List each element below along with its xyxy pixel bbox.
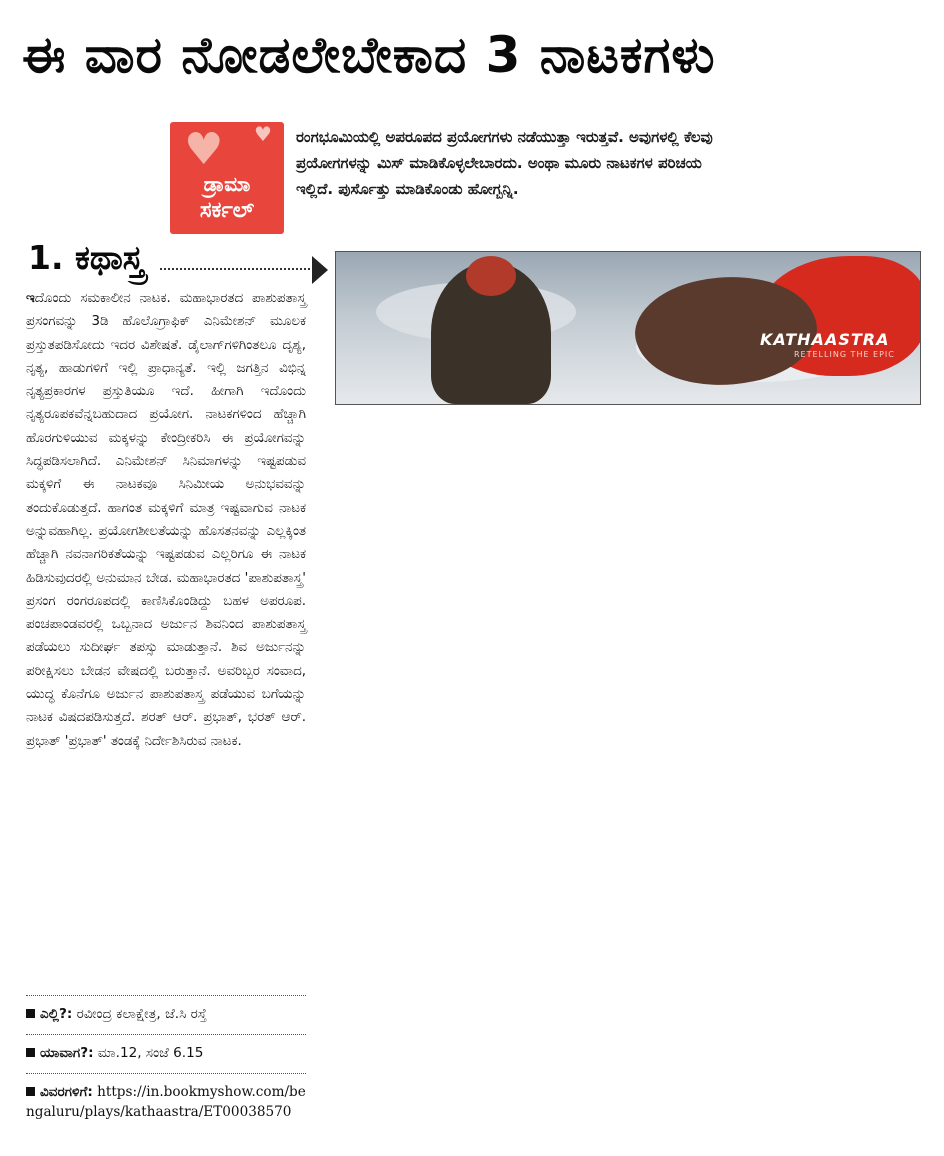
body-text: ದೊಂದು ಸಮಕಾಲೀನ ನಾಟಕ. ಮಹಾಭಾರತದ ಪಾಶುಪತಾಸ್ತ್ರ ಪ್ರಸಂಗವನ್ನು 3ಡಿ ಹೊಲೊಗ್ರಾಫಿಕ್ ಎನಿಮೇಶನ್ ಮೂಲಕ ಪ್ರಸ್ತುತಪಡಿಸೋದು ಇದರ ವಿಶೇಷತೆ. ಡೈಲಾಗ್‌ಗಳಿಗಿಂತಲೂ ದೃಶ್ಯ, ನೃತ್ಯ, ಹಾಡುಗಳಿಗೆ ಇಲ್ಲಿ ಪ್ರಾಧಾನ್ಯತೆ. ಇಲ್ಲಿ ಜಗತ್ತಿನ ವಿಭಿನ್ನ ನೃತ್ಯಪ್ರಕಾರಗಳ ಪ್ರಸ್ತುತಿಯೂ ಇದೆ. ಹೀಗಾಗಿ ಇದೊಂದು ನೃತ್ಯರೂಪಕವೆನ್ನಬಹುದಾದ ಪ್ರಯೋಗ. ನಾಟಕಗಳಿಂದ ಹೆಚ್ಚಾಗಿ ಹೊರಗುಳಿಯುವ ಮಕ್ಕಳನ್ನು ಕೇಂದ್ರೀಕರಿಸಿ ಈ ಪ್ರಯೋಗವನ್ನು ಸಿದ್ಧಪಡಿಸಲಾಗಿದೆ. ಎನಿಮೇಶನ್ ಸಿನಿಮಾಗಳನ್ನು ಇಷ್ಟಪಡುವ ಮಕ್ಕಳಿಗೆ ಈ ನಾಟಕವೂ ಸಿನಿಮೀಯ ಅನುಭವವನ್ನು ತಂದುಕೊಡುತ್ತದೆ. ಹಾಗಂತ ಮಕ್ಕಳಿಗೆ ಮಾತ್ರ ಇಷ್ಟವಾಗುವ ನಾಟಕ ಅನ್ನುವಹಾಗಿಲ್ಲ. ಪ್ರಯೋಗಶೀಲತೆಯನ್ನು ಹೊಸತನವನ್ನು ಎಲ್ಲಕ್ಕಿಂತ ಹೆಚ್ಚಾಗಿ ನವನಾಗರಿಕತೆಯನ್ನು ಇಷ್ಟಪಡುವ ಎಲ್ಲರಿಗೂ ಈ ನಾಟಕ ಹಿಡಿಸುವುದರಲ್ಲಿ ಅನುಮಾನ ಬೇಡ. ಮಹಾಭಾರತದ 'ಪಾಶುಪತಾಸ್ತ್ರ' ಪ್ರಸಂಗ ರಂಗರೂಪದಲ್ಲಿ ಕಾಣಿಸಿಕೊಂಡಿದ್ದು ಬಹಳ ಅಪರೂಪ. ಪಂಚಪಾಂಡವರಲ್ಲಿ ಒಬ್ಬನಾದ ಅರ್ಜುನ ಶಿವನಿಂದ ಪಾಶುಪತಾಸ್ತ್ರ ಪಡೆಯಲು ಸುದೀರ್ಘ ತಪಸ್ಸು ಮಾಡುತ್ತಾನೆ. ಶಿವ ಅರ್ಜುನನ್ನು ಪರೀಕ್ಷಿಸಲು ಬೇಡನ ವೇಷದಲ್ಲಿ ಬರುತ್ತಾನೆ. ಅವರಿಬ್ಬರ ಸಂವಾದ, ಯುದ್ಧ ಕೊನೆಗೂ ಅರ್ಜುನ ಪಾಶುಪತಾಸ್ತ್ರ ಪಡೆಯುವ ಬಗೆಯನ್ನು ನಾಟಕ ವಿಷದಪಡಿಸುತ್ತದೆ. ಶರತ್ ಆರ್. ಪ್ರಭಾತ್, ಭರತ್ ಆರ್. ಪ್ರಭಾತ್ 'ಪ್ರಭಾತ್' ತಂಡಕ್ಕೆ ನಿರ್ದೇಶಿಸಿರುವ ನಾಟಕ. [26,291,306,749]
section-title [28,238,328,278]
dotted-leader [160,268,310,270]
info-when [26,1043,306,1063]
divider [26,1073,306,1074]
body-first-letter: ಇ [26,291,35,306]
article-body [26,287,306,753]
heart-icon-small: ♥ [254,122,272,146]
info-when-label: ಯಾವಾಗ?: [40,1045,94,1061]
bullet-square-icon [26,1087,35,1096]
logo-text-line1: ಡ್ರಾಮಾ [203,172,251,196]
photo-title-text: KATHAASTRA [760,330,890,349]
headline: ಈ ವಾರ ನೋಡಲೇಬೇಕಾದ 3 ನಾಟಕಗಳು [22,26,716,84]
info-where [26,1004,306,1024]
section-title-text: 1. ಕಥಾಸ್ತ್ರ [28,238,145,277]
info-where-value: ರವೀಂದ್ರ ಕಲಾಕ್ಷೇತ್ರ, ಜೆ.ಸಿ ರಸ್ತೆ [76,1006,207,1022]
info-details [26,1082,306,1122]
bullet-square-icon [26,1048,35,1057]
info-details-link[interactable]: https://in.bookmyshow.com/bengaluru/plays/kathaastra/ET00038570 [26,1084,306,1120]
drama-circle-logo [170,122,284,234]
info-where-label: ಎಲ್ಲಿ?: [40,1006,73,1022]
play-photo [335,251,921,405]
divider [26,1034,306,1035]
info-details-label: ವಿವರಗಳಿಗೆ: [40,1084,93,1100]
bullet-square-icon [26,1009,35,1018]
photo-subtitle-text: RETELLING THE EPIC [794,350,895,359]
logo-text-line2: ಸರ್ಕಲ್ [199,198,255,223]
intro-paragraph: ರಂಗಭೂಮಿಯಲ್ಲಿ ಅಪರೂಪದ ಪ್ರಯೋಗಗಳು ನಡೆಯುತ್ತಾ ಇರುತ್ತವೆ. ಅವುಗಳಲ್ಲಿ ಕೆಲವು ಪ್ರಯೋಗಗಳನ್ನು ಮಿಸ್ ಮಾಡಿಕೊಳ್ಳಲೇಬಾರದು. ಅಂಥಾ ಮೂರು ನಾಟಕಗಳ ಪರಿಚಯ ಇಲ್ಲಿದೆ. ಪುರ್ಸೊತ್ತು ಮಾಡಿಕೊಂಡು ಹೋಗ್ಬನ್ನಿ. [296,128,713,198]
heart-icon: ♥ [184,124,224,175]
info-when-value: ಮಾ.12, ಸಂಜೆ 6.15 [97,1045,204,1061]
arrow-marker-icon [312,256,328,284]
divider [26,995,306,996]
performer-left-headdress [466,256,516,296]
